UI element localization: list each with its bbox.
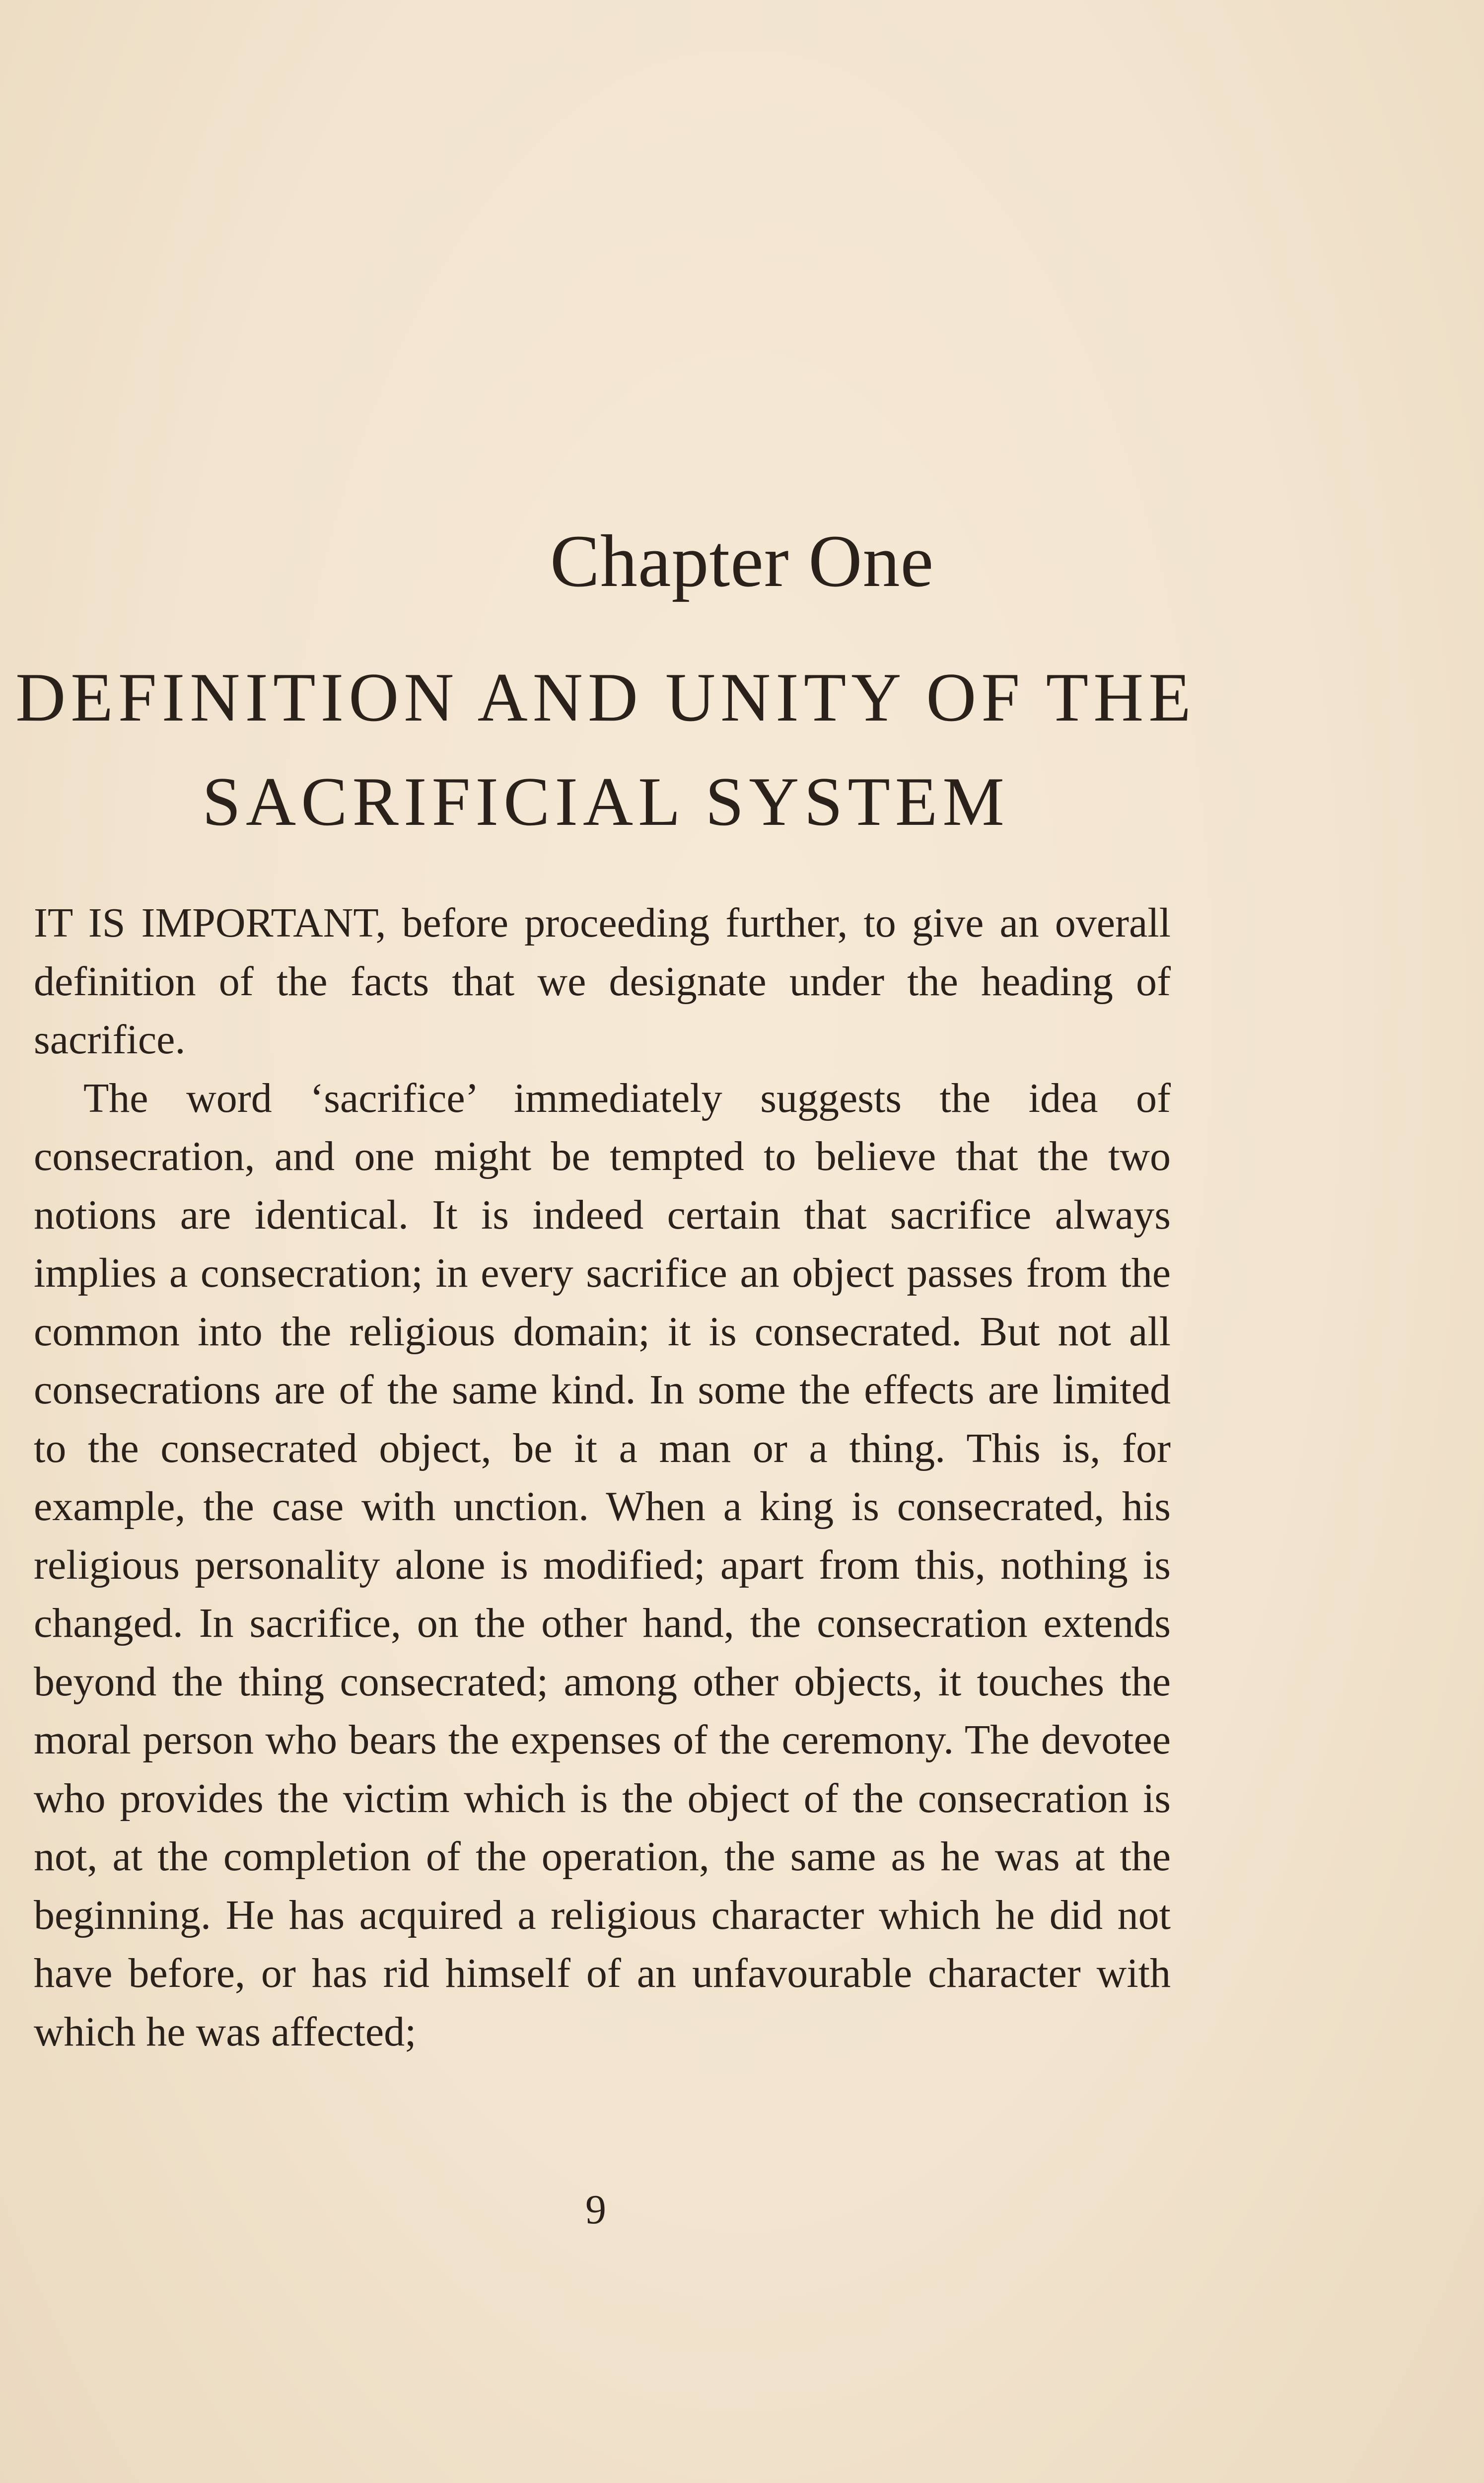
paragraph-1-text: before proceeding further, to give an overall definition of the facts that we designate under the heading of sacrifice. bbox=[34, 900, 1171, 1063]
paragraph-2: The word ‘sacrifice’ immediately suggests the idea of consecration, and one might be tempted to believe that the two notions are identical. It is indeed certain that sacrifice always implies a consecration; in every sacrifice an object passes from the common into the religious domain; it is consecrated. But not all consecrations are of the same kind. In some the effects are limited to the consecrated object, be it a man or a thing. This is, for example, the case with unction. When a king is consecrated, his religious personality alone is modified; apart from this, nothing is changed. In sacrifice, on the other hand, the consecration extends beyond the thing consecrated; among other objects, it touches the moral person who bears the expenses of the ceremony. The devotee who provides the victim which is the object of the consecration is not, at the completion of the operation, the same as he was at the beginning. He has acquired a religious character which he did not have before, or has rid himself of an unfavourable character with which he was affected; bbox=[34, 1075, 1171, 2055]
paragraph-1-lead: IT IS IMPORTANT, bbox=[34, 900, 386, 946]
body-text bbox=[34, 894, 1171, 2061]
chapter-label: Chapter One bbox=[550, 520, 934, 602]
paragraph-1 bbox=[34, 894, 1171, 1069]
chapter-title: DEFINITION AND UNITY OF THE SACRIFICIAL SYSTEM bbox=[15, 659, 1196, 840]
page-number: 9 bbox=[585, 2187, 606, 2233]
